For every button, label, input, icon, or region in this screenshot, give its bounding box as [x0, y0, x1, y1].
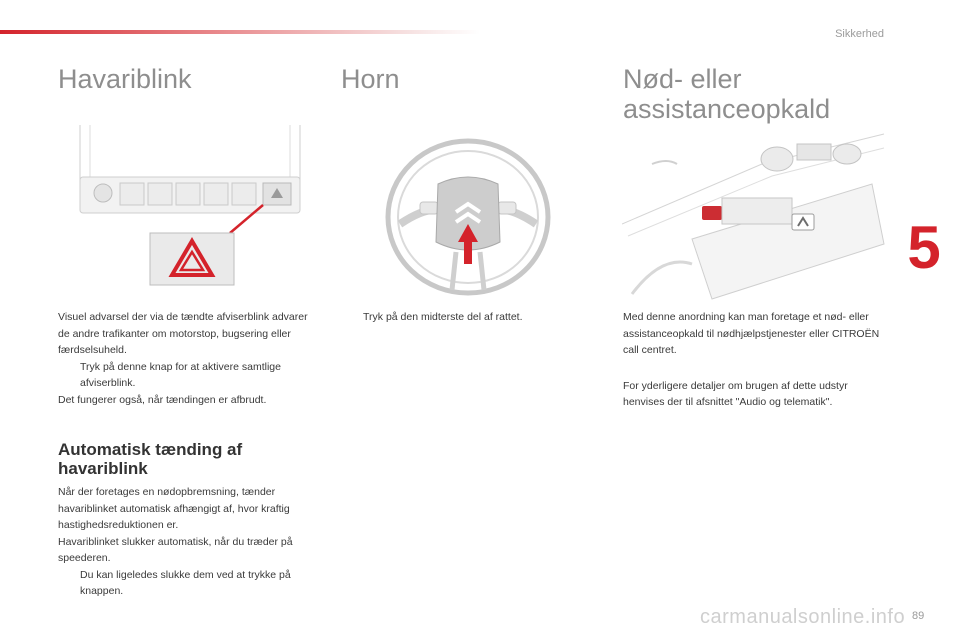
emergency-call-p2: For yderligere detaljer om brugen af dette udstyr henvises der til afsnittet "Audio og telematik".	[623, 379, 848, 408]
auto-hazard-p1: Når der foretages en nødopbremsning, tænder havariblinket automatisk afhængigt af, hvor kraftig hastighedsreduktionen er.	[58, 486, 290, 531]
auto-hazard-p2: Havariblinket slukker automatisk, når du træder på speederen.	[58, 535, 293, 564]
page-number: 89	[912, 610, 925, 622]
auto-hazard-bullet-text: Du kan ligeledes slukke dem ved at trykke på knappen.	[80, 568, 291, 597]
header-accent-bar	[0, 30, 480, 34]
havariblink-title: Havariblink	[58, 64, 192, 94]
horn-title: Horn	[341, 64, 400, 94]
havariblink-note: Det fungerer også, når tændingen er afbrudt.	[58, 393, 267, 406]
horn-text	[341, 309, 601, 326]
section-label: Sikkerhed	[835, 28, 884, 40]
havariblink-bullet	[58, 359, 318, 392]
hazard-switch-illustration	[70, 125, 310, 290]
auto-hazard-text	[58, 484, 320, 600]
horn-bullet	[341, 309, 601, 326]
watermark: carmanualsonline.info	[700, 606, 906, 628]
auto-hazard-bullet	[58, 567, 320, 600]
auto-hazard-subtitle: Automatisk tænding af havariblink	[58, 440, 243, 478]
bullet-icon	[58, 567, 80, 600]
havariblink-bullet-text: Tryk på denne knap for at aktivere samtlige afviserblink.	[80, 360, 281, 389]
bullet-icon	[341, 309, 363, 326]
roof-console-illustration	[622, 124, 887, 304]
steering-wheel-illustration	[378, 132, 558, 302]
emergency-call-p1: Med denne anordning kan man foretage et nød- eller assistanceopkald til nødhjælpstjenester eller CITROËN call centret.	[623, 311, 880, 356]
horn-bullet-text: Tryk på den midterste del af rattet.	[363, 311, 523, 323]
bullet-icon	[58, 359, 80, 392]
havariblink-intro: Visuel advarsel der via de tændte afviserblink advarer de andre trafikanter om motorstop, bugsering eller færdselsuheld.	[58, 311, 308, 356]
emergency-call-title: Nød- eller assistanceopkald	[623, 64, 831, 124]
emergency-call-text	[623, 309, 893, 411]
chapter-number: 5	[907, 214, 941, 281]
havariblink-text	[58, 309, 318, 408]
